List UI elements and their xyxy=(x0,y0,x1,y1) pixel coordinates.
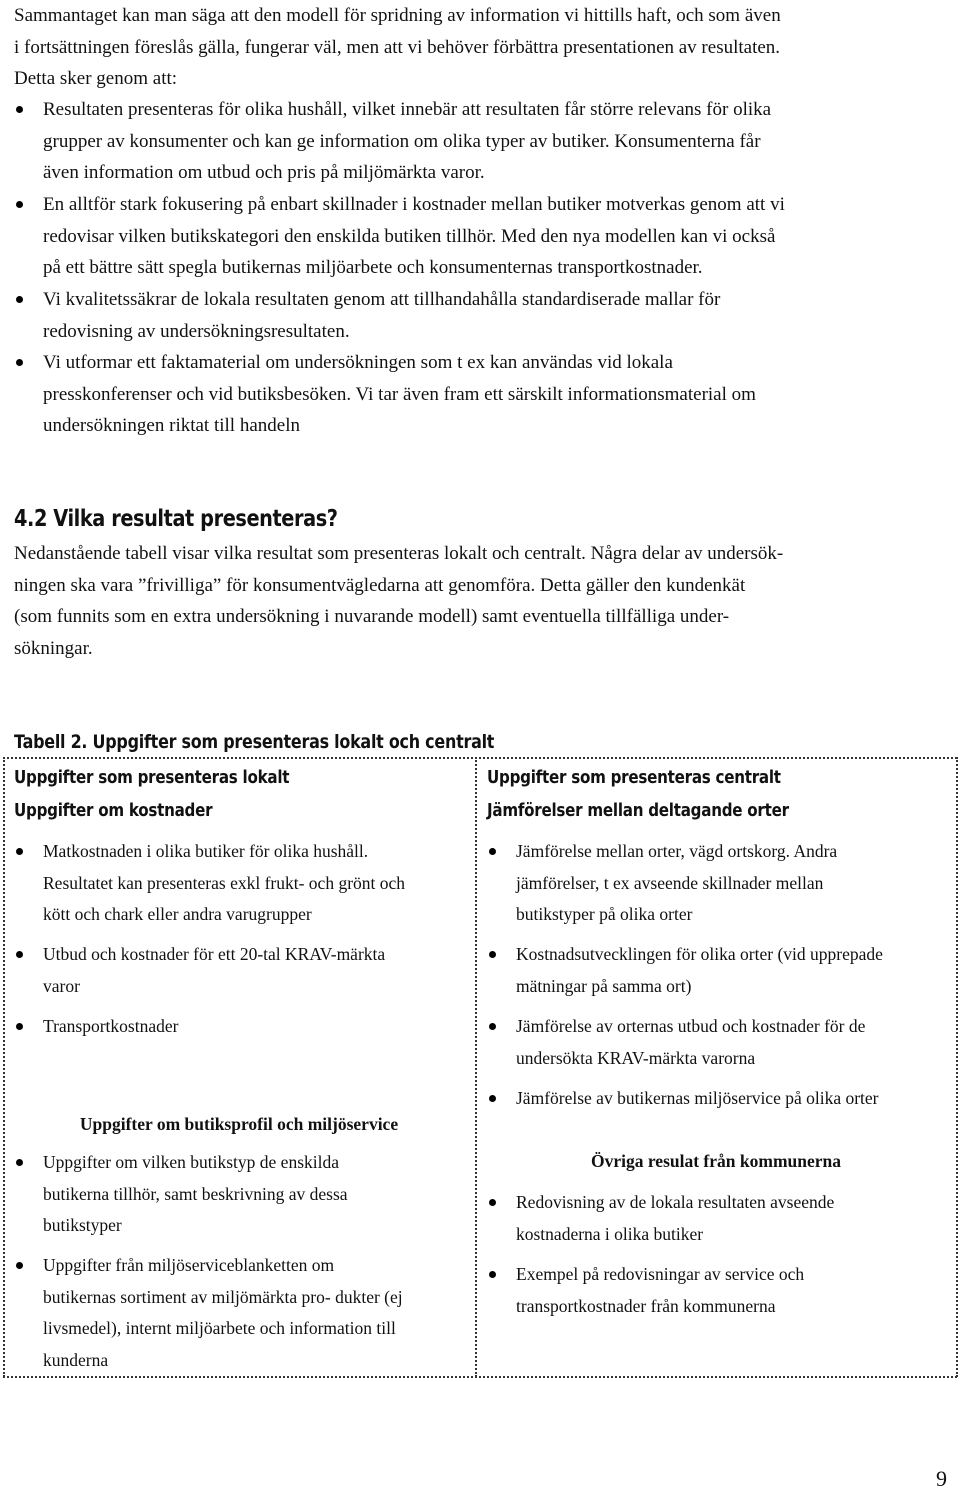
item-line: transportkostnader från kommunerna xyxy=(516,1295,776,1316)
item-line: Kostnadsutvecklingen för olika orter (vid upprepade xyxy=(516,944,883,964)
bullet-line: även information om utbud och pris på miljömärkta varor. xyxy=(43,162,485,183)
bullet-icon xyxy=(489,848,496,855)
bullet-icon xyxy=(16,106,23,113)
section-line: (som funnits som en extra undersökning i nuvarande modell) samt eventuella tillfälliga under- xyxy=(14,606,730,627)
item-line: kött och chark eller andra varugrupper xyxy=(43,904,312,924)
bullet-line: redovisning av undersökningsresultaten. xyxy=(43,320,350,342)
left-subheader-2: Uppgifter om butiksprofil och miljöservice xyxy=(79,1114,399,1134)
right-subheader-2: Övriga resulat från kommunerna xyxy=(590,1151,842,1171)
item-line: Jämförelse mellan orter, vägd ortskorg. Andra xyxy=(516,841,838,861)
bullet-line: Resultaten presenteras för olika hushåll, vilket innebär att resultaten får större relevans för olika xyxy=(43,99,772,120)
bullet-line: En alltför stark fokusering på enbart skillnader i kostnader mellan butiker motverkas genom att vi xyxy=(43,194,785,215)
item-line: kostnaderna i olika butiker xyxy=(516,1223,704,1244)
item-line: Jämförelse av butikernas miljöservice på olika orter xyxy=(516,1088,879,1108)
bullet-icon xyxy=(16,1023,23,1030)
section-paragraph xyxy=(14,538,954,664)
item-line: Uppgifter om vilken butikstyp de enskilda xyxy=(43,1152,339,1172)
bullet-line: grupper av konsumenter och kan ge information om olika typer av butiker. Konsumenterna får xyxy=(43,130,761,152)
item-line: butikstyper på olika orter xyxy=(516,904,693,924)
item-line: livsmedel), internt miljöarbete och information till xyxy=(43,1318,396,1338)
item-line: Exempel på redovisningar av service och xyxy=(516,1264,805,1284)
bullet-line: på ett bättre sätt spegla butikernas miljöarbete och konsumenternas transportkostnader. xyxy=(43,257,703,278)
bullet-icon xyxy=(489,951,496,958)
item-line: Redovisning av de lokala resultaten avseende xyxy=(516,1192,835,1212)
bullet-line: redovisar vilken butikskategori den enskilda butiken tillhör. Med den nya modellen kan vi också xyxy=(43,225,776,247)
bullet-icon xyxy=(489,1199,496,1206)
table-border-right xyxy=(956,757,958,1377)
item-line: butikstyper xyxy=(43,1215,122,1235)
item-line: varor xyxy=(43,975,80,996)
item-line: butikernas sortiment av miljömärkta pro- dukter (ej xyxy=(43,1286,403,1307)
item-line: Matkostnaden i olika butiker för olika hushåll. xyxy=(43,841,369,861)
left-column-subheader: Uppgifter om kostnader xyxy=(14,800,213,821)
item-line: Uppgifter från miljöserviceblanketten om xyxy=(43,1255,335,1275)
bullet-icon xyxy=(16,1262,23,1269)
bullet-icon xyxy=(16,359,23,366)
bullet-icon xyxy=(16,201,23,208)
item-line: butikerna tillhör, samt beskrivning av dessa xyxy=(43,1183,348,1204)
item-line: mätningar på samma ort) xyxy=(516,975,692,996)
table-border-left xyxy=(3,757,5,1377)
item-line: undersökta KRAV-märkta varorna xyxy=(516,1047,756,1068)
bullet-icon xyxy=(489,1023,496,1030)
intro-paragraph xyxy=(14,0,954,95)
item-line: Transportkostnader xyxy=(43,1016,179,1036)
right-column-subheader: Jämförelser mellan deltagande orter xyxy=(487,800,789,821)
table-border-top xyxy=(3,757,957,759)
section-line: Nedanstående tabell visar vilka resultat som presenteras lokalt och centralt. Några delar av undersök- xyxy=(14,543,784,564)
intro-line: i fortsättningen föreslås gälla, fungerar väl, men att vi behöver förbättra presentationen av resultaten. xyxy=(14,36,781,58)
section-heading: 4.2 Vilka resultat presenteras? xyxy=(14,506,338,532)
item-line: kunderna xyxy=(43,1349,109,1370)
item-line: Jämförelse av orternas utbud och kostnader för de xyxy=(516,1016,866,1036)
bullet-icon xyxy=(489,1271,496,1278)
section-line: sökningar. xyxy=(14,637,93,659)
bullet-line: undersökningen riktat till handeln xyxy=(43,415,300,436)
intro-line: Detta sker genom att: xyxy=(14,68,178,89)
bullet-icon xyxy=(16,848,23,855)
item-line: Utbud och kostnader för ett 20-tal KRAV-märkta xyxy=(43,944,386,964)
left-column-header: Uppgifter som presenteras lokalt xyxy=(14,767,290,788)
item-line: Resultatet kan presenteras exkl frukt- och grönt och xyxy=(43,872,406,893)
bullet-line: Vi utformar ett faktamaterial om undersökningen som t ex kan användas vid lokala xyxy=(43,352,673,373)
table-caption: Tabell 2. Uppgifter som presenteras lokalt och centralt xyxy=(14,731,495,753)
table-border-bottom xyxy=(3,1376,957,1378)
bullet-line: Vi kvalitetssäkrar de lokala resultaten genom att tillhandahålla standardiserade mallar för xyxy=(43,289,721,310)
bullet-icon xyxy=(16,1159,23,1166)
bullet-icon xyxy=(16,951,23,958)
page-number: 9 xyxy=(936,1466,947,1491)
right-column-header: Uppgifter som presenteras centralt xyxy=(487,767,781,788)
intro-line: Sammantaget kan man säga att den modell för spridning av information vi hittills haft, och som även xyxy=(14,5,781,26)
table-divider xyxy=(475,757,477,1377)
bullet-icon xyxy=(16,296,23,303)
bullet-line: presskonferenser och vid butiksbesöken. Vi tar även fram ett särskilt informationsmaterial om xyxy=(43,383,756,405)
section-line: ningen ska vara ”frivilliga” för konsumentvägledarna att genomföra. Detta gäller den kundenkät xyxy=(14,574,746,596)
bullet-icon xyxy=(489,1095,496,1102)
item-line: jämförelser, t ex avseende skillnader mellan xyxy=(516,872,824,893)
